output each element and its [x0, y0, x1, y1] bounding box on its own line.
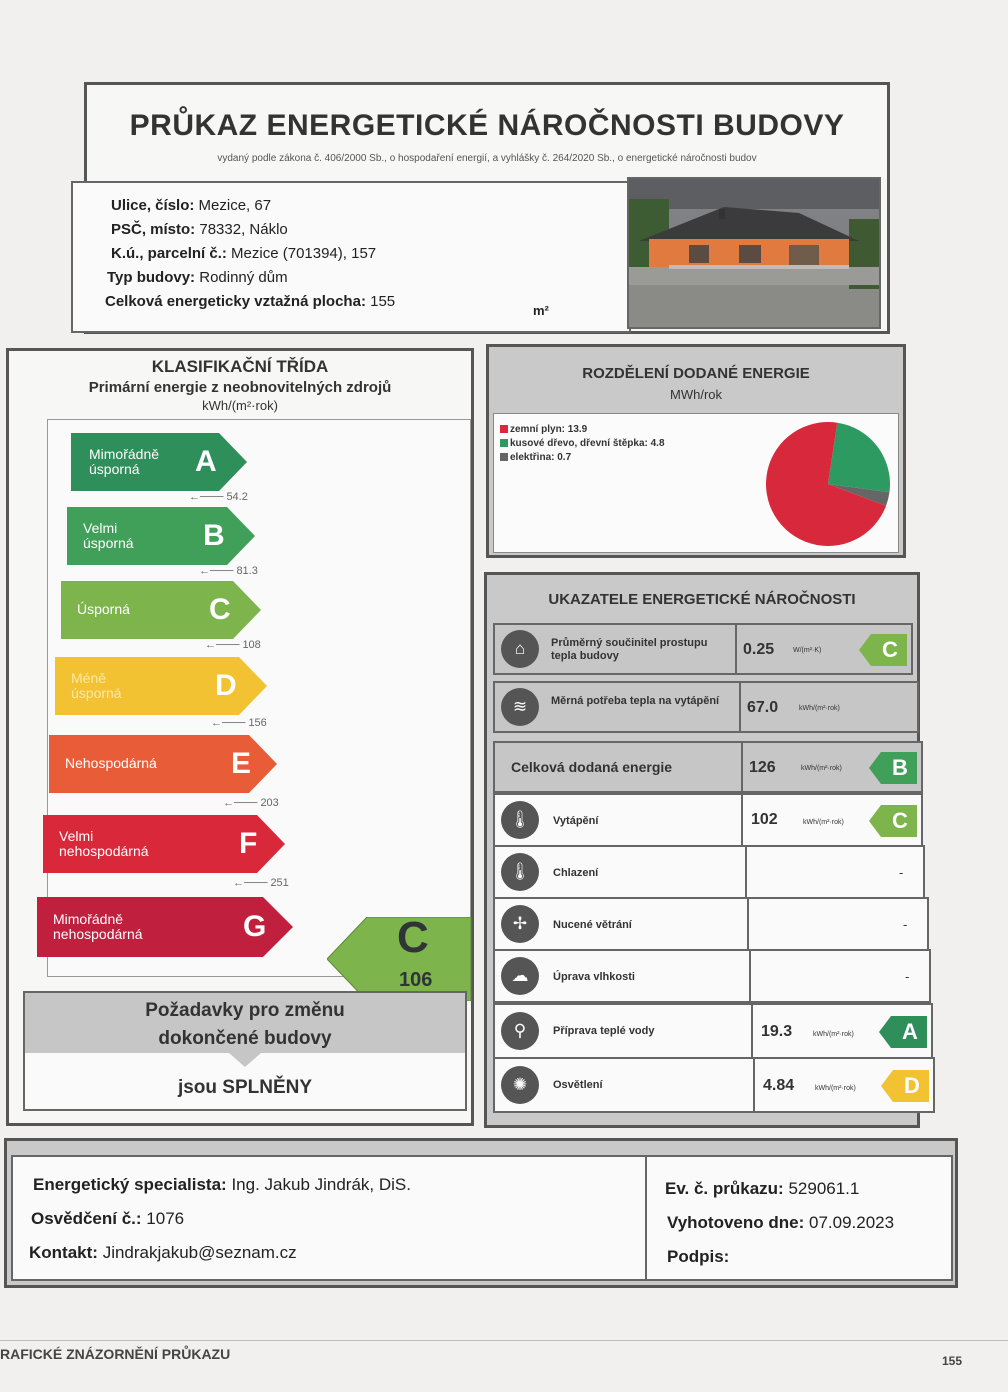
- class-band-letter: F: [239, 827, 258, 860]
- indicator-name: Vytápění: [553, 815, 599, 827]
- issue-date-row: Vyhotoveno dne: 07.09.2023: [667, 1213, 895, 1232]
- legend-swatch: [500, 425, 508, 433]
- indicator-value: 19.3: [761, 1023, 793, 1040]
- indicator-unit: W/(m²·K): [793, 647, 822, 654]
- building-type-row: Typ budovy: Rodinný dům: [107, 269, 288, 286]
- page-divider: [0, 1340, 1008, 1341]
- contact-row: Kontakt: Jindrakjakub@seznam.cz: [29, 1243, 297, 1262]
- requirements-title-2: dokončené budovy: [158, 1028, 332, 1049]
- indicator-value: -: [905, 969, 910, 984]
- specialist-row: Energetický specialista: Ing. Jakub Jindrák, DiS.: [33, 1175, 411, 1194]
- indicator-unit: kWh/(m²·rok): [813, 1031, 854, 1038]
- indicator-value: 126: [749, 759, 776, 776]
- indicator-row-transmittance: [493, 623, 913, 675]
- requirements-result: jsou SPLNĚNY: [177, 1077, 313, 1098]
- badge-letter: C: [882, 637, 898, 662]
- class-band-label: Úsporná: [77, 601, 130, 618]
- class-band-letter: E: [231, 747, 252, 780]
- indicator-name: Úprava vlhkosti: [553, 971, 635, 983]
- legend-swatch: [500, 453, 508, 461]
- page-subtitle: vydaný podle zákona č. 406/2000 Sb., o hospodaření energií, a vyhlášky č. 264/2020 Sb., o energetické náročnosti budov: [217, 153, 757, 164]
- current-class-value: 106: [399, 969, 433, 991]
- distribution-title: ROZDĚLENÍ DODANÉ ENERGIE: [582, 365, 810, 382]
- indicator-value: 0.25: [743, 641, 775, 658]
- energy-distribution-panel: [486, 344, 906, 558]
- requirements-arrow: [229, 1053, 261, 1067]
- bulb-icon: ✺: [501, 1066, 539, 1104]
- class-band-label: Nehospodárná: [65, 755, 157, 772]
- indicator-row-heating: [493, 793, 923, 847]
- class-band-letter: G: [243, 910, 267, 943]
- specialist-footer: [4, 1138, 958, 1288]
- class-threshold: ←─── 108: [205, 639, 261, 651]
- indicator-row-ventilation: [493, 897, 929, 951]
- house-icon: ⌂: [501, 630, 539, 668]
- indicator-row-heat-demand: [493, 681, 919, 733]
- class-threshold: ←─── 54.2: [189, 491, 248, 503]
- building-photo: [627, 177, 881, 329]
- thermometer-cold-icon: 🌡: [501, 853, 539, 891]
- indicator-value: 4.84: [763, 1077, 795, 1094]
- evidence-number-row: Ev. č. průkazu: 529061.1: [665, 1179, 860, 1198]
- area-row: Celková energeticky vztažná plocha: 155: [105, 293, 396, 310]
- indicator-name: Průměrný součinitel prostupu tepla budovy: [551, 637, 708, 663]
- class-threshold: ←─── 251: [233, 877, 289, 889]
- indicators-panel: [484, 572, 920, 1128]
- class-threshold: ←─── 203: [223, 797, 279, 809]
- legend-item-gas: zemní plyn: 13.9: [500, 424, 587, 435]
- indicator-value: 102: [751, 811, 778, 828]
- current-class-marker: [327, 913, 473, 1001]
- class-band-label: Velmi nehospodárná: [59, 827, 149, 859]
- indicator-unit: kWh/(m²·rok): [801, 765, 842, 772]
- indicator-row-lighting: [493, 1057, 935, 1113]
- humidity-icon: ☁: [501, 957, 539, 995]
- signature-row: Podpis:: [667, 1247, 730, 1266]
- indicator-value: 67.0: [747, 699, 779, 716]
- heat-icon: ≋: [501, 688, 539, 726]
- class-threshold: ←─── 156: [211, 717, 267, 729]
- indicator-name: Příprava teplé vody: [553, 1025, 655, 1037]
- indicator-name: Chlazení: [553, 867, 599, 879]
- current-class-letter: C: [397, 913, 429, 962]
- classification-title: KLASIFIKAČNÍ TŘÍDA: [151, 357, 329, 376]
- indicator-row-hot-water: [493, 1003, 933, 1059]
- address-panel: [71, 181, 631, 333]
- requirements-box: [23, 991, 467, 1111]
- badge-letter: B: [892, 755, 908, 780]
- classification-panel: [6, 348, 474, 1126]
- indicator-unit: kWh/(m²·rok): [815, 1085, 856, 1092]
- requirements-title-1: Požadavky pro změnu: [145, 1000, 345, 1021]
- indicator-unit: kWh/(m²·rok): [803, 819, 844, 826]
- legend-item-wood: kusové dřevo, dřevní štěpka: 4.8: [500, 438, 665, 449]
- page-number: 155: [942, 1354, 963, 1368]
- class-band-letter: C: [209, 593, 231, 626]
- indicator-value: -: [899, 865, 904, 880]
- indicator-row-total-energy: [493, 741, 923, 793]
- psc-row: PSČ, místo: 78332, Náklo: [111, 221, 288, 238]
- page-title: PRŮKAZ ENERGETICKÉ NÁROČNOSTI BUDOVY: [129, 109, 845, 142]
- area-unit: m²: [533, 303, 549, 318]
- indicator-row-cooling: [493, 845, 925, 899]
- pie-slice: [828, 423, 890, 493]
- badge-letter: C: [892, 808, 908, 833]
- distribution-chart: [493, 413, 899, 553]
- street-row: Ulice, číslo: Mezice, 67: [111, 197, 272, 214]
- distribution-pie: [766, 422, 890, 546]
- badge-letter: A: [902, 1019, 918, 1044]
- distribution-unit: MWh/rok: [670, 387, 722, 402]
- page-caption: RAFICKÉ ZNÁZORNĚNÍ PRŮKAZU: [0, 1346, 231, 1362]
- classification-unit: kWh/(m²·rok): [202, 398, 278, 413]
- certificate-header: [84, 82, 890, 334]
- indicator-row-humidity: [493, 949, 931, 1003]
- badge-letter: D: [904, 1073, 920, 1098]
- class-band-label: Méně úsporná: [71, 669, 122, 701]
- indicator-name: Měrná potřeba tepla na vytápění: [551, 695, 720, 707]
- indicator-value: -: [903, 917, 908, 932]
- classification-subtitle: Primární energie z neobnovitelných zdrojů: [88, 379, 392, 396]
- indicator-name: Celková dodaná energie: [511, 759, 673, 775]
- thermometer-icon: 🌡: [501, 801, 539, 839]
- legend-item-electricity: elektřina: 0.7: [500, 452, 571, 463]
- class-band-label: Mimořádně nehospodárná: [53, 910, 143, 942]
- indicator-name: Osvětlení: [553, 1079, 603, 1091]
- indicator-unit: kWh/(m²·rok): [799, 705, 840, 712]
- certificate-row: Osvědčení č.: 1076: [31, 1209, 185, 1228]
- legend-swatch: [500, 439, 508, 447]
- class-band-label: Mimořádně úsporná: [89, 445, 160, 477]
- indicators-title: UKAZATELE ENERGETICKÉ NÁROČNOSTI: [548, 591, 856, 608]
- fan-icon: ✢: [501, 905, 539, 943]
- class-band-letter: D: [215, 669, 237, 702]
- class-threshold: ←─── 81.3: [199, 565, 258, 577]
- parcel-row: K.ú., parcelní č.: Mezice (701394), 157: [111, 245, 377, 262]
- indicator-name: Nucené větrání: [553, 919, 632, 931]
- class-band-letter: B: [203, 519, 225, 552]
- class-band-letter: A: [195, 445, 217, 478]
- class-band-label: Velmi úsporná: [83, 519, 134, 551]
- faucet-icon: ⚲: [501, 1012, 539, 1050]
